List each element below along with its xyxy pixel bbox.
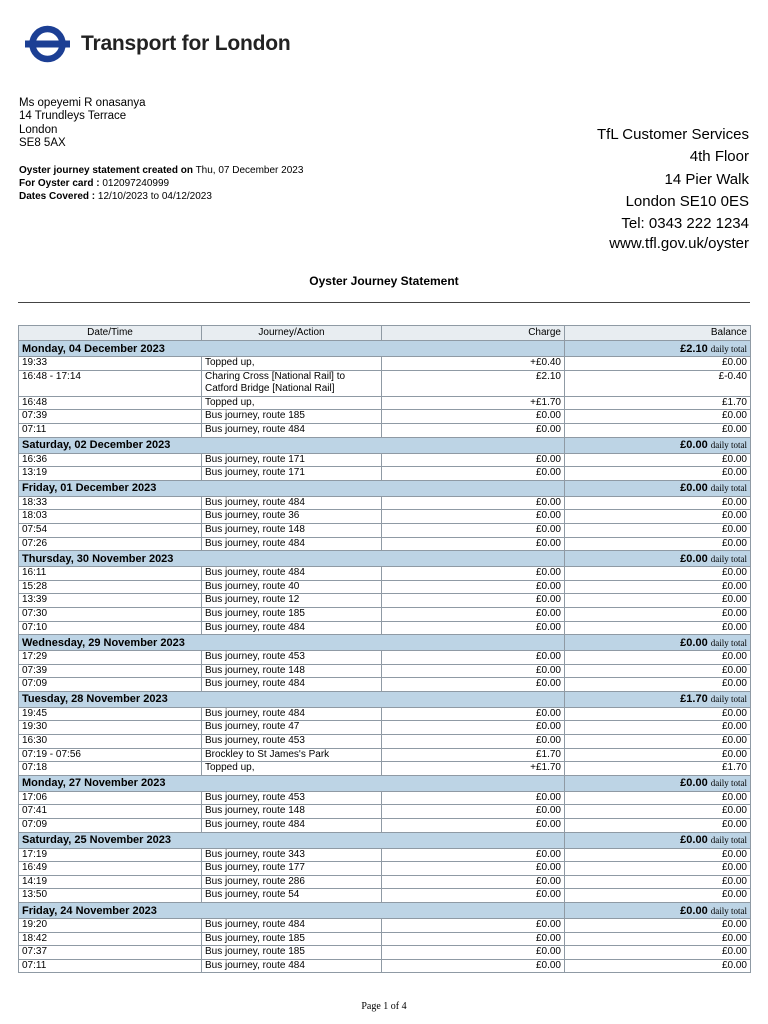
day-total	[565, 635, 751, 651]
tfl-roundel-icon	[24, 24, 71, 64]
day-total-amount: £0.00	[680, 777, 708, 790]
row-journey: Bus journey, route 286	[202, 875, 382, 889]
row-charge: +£1.70	[382, 762, 565, 776]
day-total-amount: £0.00	[680, 439, 708, 452]
day-date: Monday, 27 November 2023	[19, 775, 565, 791]
table-header-row	[19, 326, 751, 341]
table-row	[19, 721, 751, 735]
table-row	[19, 594, 751, 608]
row-balance: £0.00	[565, 889, 751, 903]
day-total-amount: £1.70	[680, 693, 708, 706]
table-row	[19, 523, 751, 537]
row-charge: £0.00	[382, 453, 565, 467]
row-time: 13:19	[19, 467, 202, 481]
row-balance: £0.00	[565, 496, 751, 510]
row-time: 07:11	[19, 959, 202, 973]
row-charge: £0.00	[382, 580, 565, 594]
table-row	[19, 805, 751, 819]
row-journey: Bus journey, route 484	[202, 919, 382, 933]
table-row	[19, 875, 751, 889]
row-balance: £0.00	[565, 607, 751, 621]
row-balance: £0.00	[565, 594, 751, 608]
row-charge: £0.00	[382, 467, 565, 481]
dates-label: Dates Covered :	[19, 191, 96, 202]
day-total	[565, 480, 751, 496]
statement-title: Oyster Journey Statement	[309, 274, 459, 288]
created-label: Oyster journey statement created on	[19, 165, 193, 176]
day-date: Saturday, 25 November 2023	[19, 832, 565, 848]
table-row	[19, 496, 751, 510]
card-number: 012097240999	[102, 178, 170, 189]
row-balance: £0.00	[565, 805, 751, 819]
row-charge: £0.00	[382, 848, 565, 862]
day-total	[565, 775, 751, 791]
row-balance: £0.00	[565, 357, 751, 371]
day-header-row	[19, 832, 751, 848]
table-row	[19, 946, 751, 960]
row-journey: Bus journey, route 484	[202, 567, 382, 581]
row-journey: Bus journey, route 453	[202, 791, 382, 805]
row-charge: £0.00	[382, 735, 565, 749]
row-time: 07:54	[19, 523, 202, 537]
row-balance: £0.00	[565, 621, 751, 635]
day-total-amount: £0.00	[680, 482, 708, 495]
row-balance: £-0.40	[565, 370, 751, 396]
table-row	[19, 664, 751, 678]
daily-total-label: daily total	[710, 637, 747, 648]
header-datetime: Date/Time	[19, 326, 202, 341]
row-journey: Bus journey, route 148	[202, 805, 382, 819]
daily-total-label: daily total	[710, 483, 747, 494]
row-time: 17:29	[19, 651, 202, 665]
day-header-row	[19, 437, 751, 453]
table-row	[19, 819, 751, 833]
row-time: 07:39	[19, 664, 202, 678]
tfl-address	[597, 124, 749, 235]
day-total-amount: £2.10	[680, 342, 708, 355]
day-date: Saturday, 02 December 2023	[19, 437, 565, 453]
table-row	[19, 453, 751, 467]
day-date: Friday, 01 December 2023	[19, 480, 565, 496]
row-charge: £0.00	[382, 423, 565, 437]
row-charge: £0.00	[382, 510, 565, 524]
row-journey: Topped up,	[202, 396, 382, 410]
tfl-logo	[24, 24, 290, 64]
header-balance: Balance	[565, 326, 751, 341]
row-balance: £1.70	[565, 396, 751, 410]
row-time: 16:49	[19, 862, 202, 876]
table-row	[19, 932, 751, 946]
day-total	[565, 832, 751, 848]
row-time: 19:45	[19, 707, 202, 721]
header-charge: Charge	[382, 326, 565, 341]
daily-total-label: daily total	[710, 440, 747, 451]
row-journey: Bus journey, route 185	[202, 410, 382, 424]
table-row	[19, 580, 751, 594]
table-row	[19, 707, 751, 721]
day-header-row	[19, 775, 751, 791]
tfl-address-line: 14 Pier Walk	[664, 170, 749, 188]
row-time: 16:11	[19, 567, 202, 581]
row-charge: £0.00	[382, 496, 565, 510]
row-time: 13:39	[19, 594, 202, 608]
row-journey: Bus journey, route 185	[202, 607, 382, 621]
row-balance: £0.00	[565, 748, 751, 762]
table-row	[19, 959, 751, 973]
tfl-address-line: TfL Customer Services	[597, 126, 749, 143]
row-charge: £0.00	[382, 721, 565, 735]
table-row	[19, 357, 751, 371]
row-balance: £1.70	[565, 762, 751, 776]
address-line: 14 Trundleys Terrace	[19, 110, 127, 123]
row-balance: £0.00	[565, 721, 751, 735]
row-journey: Bus journey, route 484	[202, 707, 382, 721]
row-charge: £0.00	[382, 959, 565, 973]
row-balance: £0.00	[565, 848, 751, 862]
row-journey: Bus journey, route 148	[202, 664, 382, 678]
row-charge: £0.00	[382, 537, 565, 551]
row-journey: Bus journey, route 40	[202, 580, 382, 594]
day-total	[565, 437, 751, 453]
day-total-amount: £0.00	[680, 552, 708, 565]
row-charge: +£1.70	[382, 396, 565, 410]
row-journey: Bus journey, route 171	[202, 467, 382, 481]
row-time: 07:10	[19, 621, 202, 635]
day-header-row	[19, 691, 751, 707]
row-journey: Bus journey, route 453	[202, 735, 382, 749]
brand-name: Transport for London	[81, 32, 291, 55]
row-balance: £0.00	[565, 567, 751, 581]
created-value: Thu, 07 December 2023	[195, 165, 304, 176]
day-total-amount: £0.00	[680, 904, 708, 917]
row-balance: £0.00	[565, 875, 751, 889]
table-row	[19, 748, 751, 762]
row-journey: Bus journey, route 484	[202, 621, 382, 635]
row-charge: £0.00	[382, 791, 565, 805]
row-journey: Bus journey, route 12	[202, 594, 382, 608]
row-journey: Bus journey, route 185	[202, 932, 382, 946]
row-charge: £0.00	[382, 410, 565, 424]
row-time: 18:03	[19, 510, 202, 524]
row-balance: £0.00	[565, 410, 751, 424]
row-time: 16:48 - 17:14	[19, 370, 202, 396]
row-journey: Topped up,	[202, 762, 382, 776]
card-label: For Oyster card :	[19, 178, 100, 189]
tfl-phone: Tel: 0343 222 1234	[621, 215, 749, 233]
table-row	[19, 410, 751, 424]
row-journey: Charing Cross [National Rail] to Catford Bridge [National Rail]	[202, 370, 382, 396]
customer-name: Ms opeyemi R onasanya	[19, 97, 146, 109]
row-charge: £0.00	[382, 594, 565, 608]
table-row	[19, 735, 751, 749]
day-total-amount: £0.00	[680, 834, 708, 847]
row-charge: £0.00	[382, 819, 565, 833]
daily-total-label: daily total	[710, 694, 747, 705]
row-charge: £0.00	[382, 707, 565, 721]
row-charge: £1.70	[382, 748, 565, 762]
day-date: Wednesday, 29 November 2023	[19, 635, 565, 651]
row-charge: £0.00	[382, 805, 565, 819]
row-time: 07:19 - 07:56	[19, 748, 202, 762]
row-balance: £0.00	[565, 959, 751, 973]
row-charge: £0.00	[382, 889, 565, 903]
row-journey: Topped up,	[202, 357, 382, 371]
table-row	[19, 396, 751, 410]
row-time: 15:28	[19, 580, 202, 594]
table-row	[19, 791, 751, 805]
row-balance: £0.00	[565, 678, 751, 692]
table-row	[19, 762, 751, 776]
row-balance: £0.00	[565, 523, 751, 537]
table-row	[19, 467, 751, 481]
table-row	[19, 862, 751, 876]
daily-total-label: daily total	[710, 343, 747, 354]
day-header-row	[19, 341, 751, 357]
row-journey: Bus journey, route 185	[202, 946, 382, 960]
tfl-address-line: 4th Floor	[689, 148, 749, 166]
row-balance: £0.00	[565, 423, 751, 437]
table-row	[19, 621, 751, 635]
row-time: 13:50	[19, 889, 202, 903]
row-charge: £0.00	[382, 678, 565, 692]
table-row	[19, 537, 751, 551]
day-date: Thursday, 30 November 2023	[19, 551, 565, 567]
row-time: 18:42	[19, 932, 202, 946]
row-journey: Bus journey, route 47	[202, 721, 382, 735]
row-journey: Bus journey, route 36	[202, 510, 382, 524]
row-charge: £0.00	[382, 932, 565, 946]
day-total-amount: £0.00	[680, 636, 708, 649]
day-total	[565, 903, 751, 919]
row-balance: £0.00	[565, 791, 751, 805]
tfl-website-link[interactable]: www.tfl.gov.uk/oyster	[609, 235, 749, 252]
row-balance: £0.00	[565, 707, 751, 721]
daily-total-label: daily total	[710, 835, 747, 846]
table-row	[19, 889, 751, 903]
row-charge: £0.00	[382, 862, 565, 876]
page-number: Page 1 of 4	[361, 1001, 407, 1012]
row-time: 16:48	[19, 396, 202, 410]
row-charge: £0.00	[382, 875, 565, 889]
customer-address	[19, 97, 146, 151]
row-time: 17:19	[19, 848, 202, 862]
row-charge: £0.00	[382, 567, 565, 581]
row-journey: Bus journey, route 484	[202, 678, 382, 692]
row-time: 16:36	[19, 453, 202, 467]
day-header-row	[19, 551, 751, 567]
row-charge: £2.10	[382, 370, 565, 396]
row-journey: Bus journey, route 484	[202, 496, 382, 510]
row-time: 07:09	[19, 678, 202, 692]
row-journey: Bus journey, route 484	[202, 819, 382, 833]
row-balance: £0.00	[565, 510, 751, 524]
table-row	[19, 510, 751, 524]
row-time: 07:39	[19, 410, 202, 424]
row-balance: £0.00	[565, 946, 751, 960]
table-row	[19, 423, 751, 437]
day-total	[565, 341, 751, 357]
day-header-row	[19, 480, 751, 496]
address-line: SE8 5AX	[19, 137, 66, 150]
row-journey: Bus journey, route 148	[202, 523, 382, 537]
row-balance: £0.00	[565, 919, 751, 933]
day-date: Monday, 04 December 2023	[19, 341, 565, 357]
day-header-row	[19, 635, 751, 651]
row-journey: Bus journey, route 453	[202, 651, 382, 665]
row-journey: Bus journey, route 484	[202, 537, 382, 551]
table-row	[19, 678, 751, 692]
day-total	[565, 691, 751, 707]
day-header-row	[19, 903, 751, 919]
table-row	[19, 370, 751, 396]
row-journey: Bus journey, route 484	[202, 423, 382, 437]
row-time: 07:09	[19, 819, 202, 833]
row-balance: £0.00	[565, 651, 751, 665]
table-row	[19, 607, 751, 621]
row-time: 07:41	[19, 805, 202, 819]
row-time: 07:26	[19, 537, 202, 551]
row-time: 19:33	[19, 357, 202, 371]
divider	[18, 302, 750, 303]
row-balance: £0.00	[565, 735, 751, 749]
row-journey: Bus journey, route 484	[202, 959, 382, 973]
row-journey: Bus journey, route 343	[202, 848, 382, 862]
row-journey: Bus journey, route 54	[202, 889, 382, 903]
row-balance: £0.00	[565, 537, 751, 551]
day-date: Tuesday, 28 November 2023	[19, 691, 565, 707]
row-journey: Bus journey, route 171	[202, 453, 382, 467]
dates-value: 12/10/2023 to 04/12/2023	[97, 191, 212, 202]
row-time: 07:11	[19, 423, 202, 437]
row-charge: £0.00	[382, 607, 565, 621]
row-balance: £0.00	[565, 862, 751, 876]
row-charge: £0.00	[382, 946, 565, 960]
row-balance: £0.00	[565, 819, 751, 833]
row-charge: £0.00	[382, 523, 565, 537]
row-time: 18:33	[19, 496, 202, 510]
row-time: 14:19	[19, 875, 202, 889]
day-date: Friday, 24 November 2023	[19, 903, 565, 919]
row-time: 19:30	[19, 721, 202, 735]
address-line: London	[19, 123, 58, 136]
row-charge: £0.00	[382, 651, 565, 665]
daily-total-label: daily total	[710, 553, 747, 564]
row-time: 19:20	[19, 919, 202, 933]
row-charge: £0.00	[382, 621, 565, 635]
header-journey: Journey/Action	[202, 326, 382, 341]
row-balance: £0.00	[565, 453, 751, 467]
row-time: 07:30	[19, 607, 202, 621]
row-balance: £0.00	[565, 580, 751, 594]
day-total	[565, 551, 751, 567]
row-charge: +£0.40	[382, 357, 565, 371]
journey-table	[18, 325, 751, 973]
row-journey: Bus journey, route 177	[202, 862, 382, 876]
row-time: 07:18	[19, 762, 202, 776]
row-time: 16:30	[19, 735, 202, 749]
row-balance: £0.00	[565, 932, 751, 946]
journey-table-body	[19, 341, 751, 973]
row-balance: £0.00	[565, 467, 751, 481]
daily-total-label: daily total	[710, 778, 747, 789]
row-time: 17:06	[19, 791, 202, 805]
table-row	[19, 651, 751, 665]
row-charge: £0.00	[382, 919, 565, 933]
tfl-address-line: London SE10 0ES	[625, 192, 749, 210]
daily-total-label: daily total	[710, 905, 747, 916]
statement-meta	[19, 164, 303, 203]
row-time: 07:37	[19, 946, 202, 960]
row-charge: £0.00	[382, 664, 565, 678]
table-row	[19, 919, 751, 933]
row-journey: Brockley to St James's Park	[202, 748, 382, 762]
table-row	[19, 567, 751, 581]
table-row	[19, 848, 751, 862]
row-balance: £0.00	[565, 664, 751, 678]
